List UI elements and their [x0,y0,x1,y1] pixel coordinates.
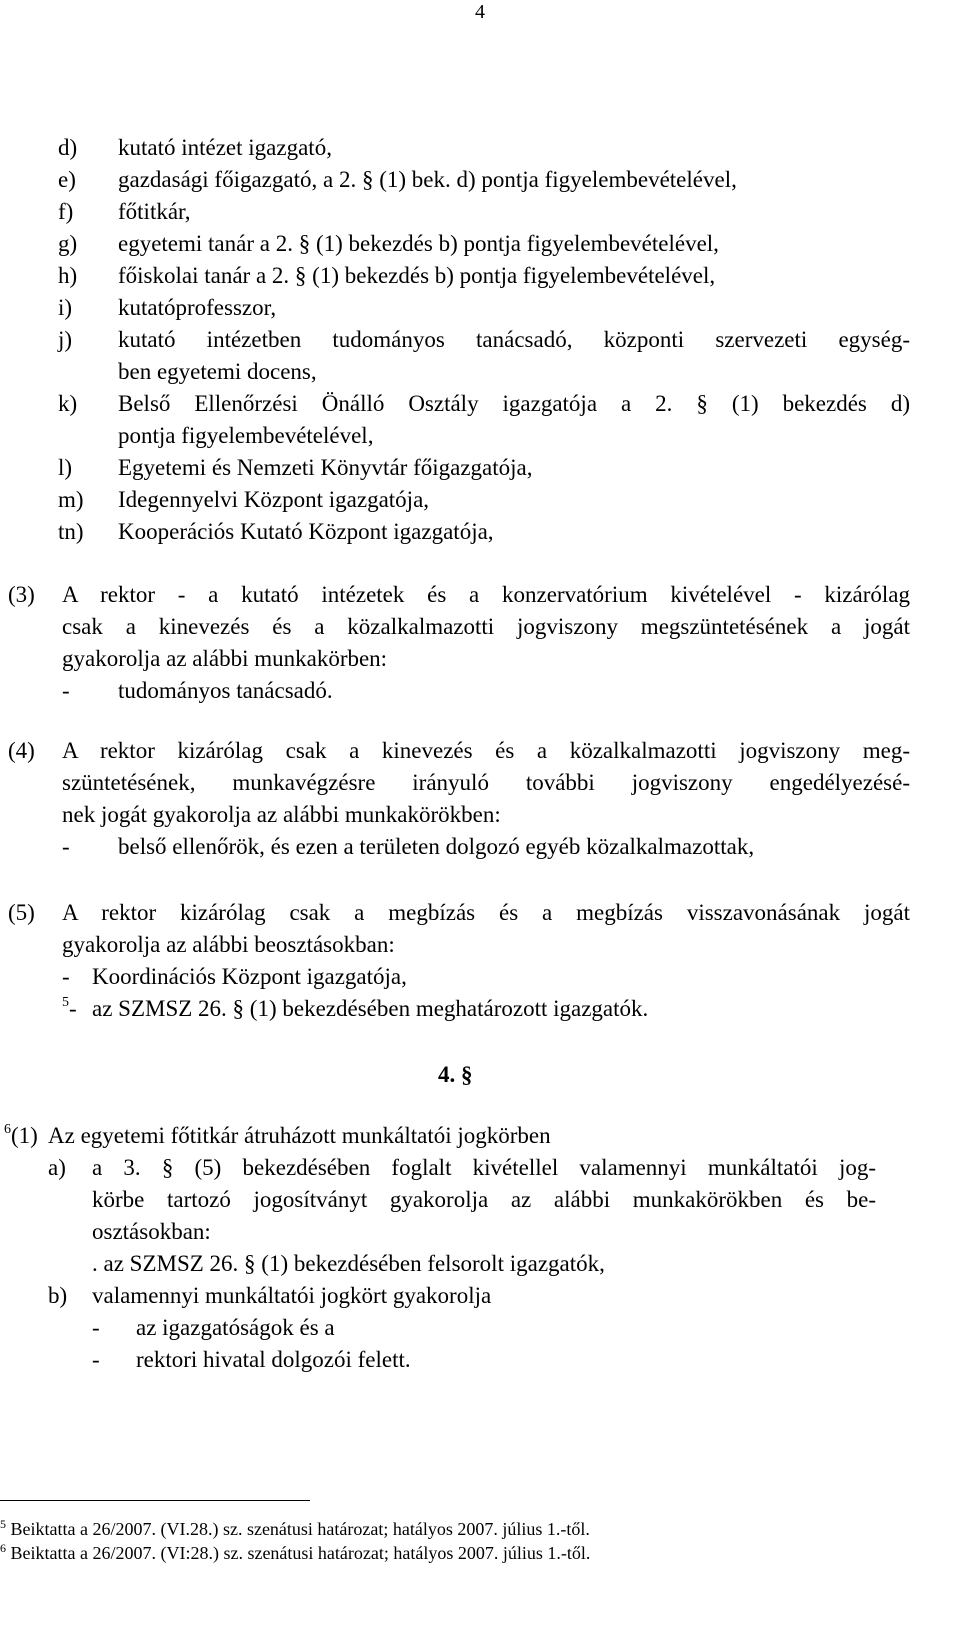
list-item: l) Egyetemi és Nemzeti Könyvtár főigazgatója, [58,455,533,480]
list-item: m) Idegennyelvi Központ igazgatója, [58,487,430,512]
footnote-6: $^6$ Beiktatta a 26/2007. (VI:28.) sz. szenátusi határozat; hatályos 2007. július 1.-től. [0,1541,591,1563]
list-item: a) a 3. § (5) bekezdésében foglalt kivétellel valamennyi munkáltatói jog- [48,1155,876,1180]
list-item: e) gazdasági főigazgató, a 2. § (1) bek. d) pontja figyelembevételével, [58,167,737,192]
list-item: tn) Kooperációs Kutató Központ igazgatója, [58,519,494,544]
list-item: - az igazgatóságok és a [92,1315,335,1340]
paragraph-5: (5) A rektor kizárólag csak a megbízás és a megbízás visszavonásának jogát gyakorolja az alábbi beosztásokban: - Koordinációs Központ igazgatója, $^5$- az SZMSZ 26. § (1) bekezdésében meghatározott igazgatók. [0,897,960,1025]
list-item: $^5$- az SZMSZ 26. § (1) bekezdésében meghatározott igazgatók. [62,995,649,1021]
list-item-continuation: ben egyetemi docens, [118,359,317,384]
list-item: - rektori hivatal dolgozói felett. [92,1347,411,1372]
list-item: - tudományos tanácsadó. [62,678,333,703]
list-item: i) kutatóprofesszor, [58,295,277,320]
footnote-divider [0,1500,310,1501]
footnote-ref-5: 5 [62,995,69,1010]
list-item: - belső ellenőrök, és ezen a területen dolgozó egyéb közalkalmazottak, [62,834,755,859]
list-positions [0,132,960,548]
list-item: - Koordinációs Központ igazgatója, [62,964,407,989]
list-item: j) kutató intézetben tudományos tanácsadó, központi szervezeti egység- [58,327,910,352]
footnote-ref-6: 6 [4,1122,11,1137]
paragraph-3: (3) A rektor - a kutató intézetek és a konzervatórium kivételével - kizárólag csak a kinevezés és a közalkalmazotti jogviszony megszüntetésének a jogát gyakorolja az alábbi munkakörben: - tudományos tanácsadó. [0,579,960,707]
section-4-paragraph-1: $^6$(1) Az egyetemi főtitkár átruházott munkáltatói jogkörben a) a 3. § (5) bekezdésében foglalt kivétellel valamennyi munkáltatói jog- körbe tartozó jogosítványt gyakorolja az alábbi munkakörökben és be- osztásokban: . az SZMSZ 26. § (1) bekezdésében felsorolt igazgatók, b) valamennyi munkáltatói jogkört gyakorolja - az igazgatóságok és a - rektori hivatal dolgozói felett. [0,1120,960,1376]
page-number: 4 [475,1,485,23]
list-item: f) főtitkár, [58,199,191,224]
section-heading: 4. § [438,1062,473,1087]
footnote-5: $^5$ Beiktatta a 26/2007. (VI.28.) sz. szenátusi határozat; hatályos 2007. július 1.-től. [0,1517,590,1539]
list-item: k) Belső Ellenőrzési Önálló Osztály igazgatója a 2. § (1) bekezdés d) [58,391,910,416]
paragraph-4: (4) A rektor kizárólag csak a kinevezés és a közalkalmazotti jogviszony meg- szüntetésének, munkavégzésre irányuló további jogviszony engedélyezésé- nek jogát gyakorolja az alábbi munkakörökben: - belső ellenőrök, és ezen a területen dolgozó egyéb közalkalmazottak, [0,735,960,863]
list-item: d) kutató intézet igazgató, [58,135,332,160]
list-item: b) valamennyi munkáltatói jogkört gyakorolja [48,1283,492,1308]
list-item-continuation: pontja figyelembevételével, [118,423,374,448]
list-item: h) főiskolai tanár a 2. § (1) bekezdés b) pontja figyelembevételével, [58,263,716,288]
list-item: g) egyetemi tanár a 2. § (1) bekezdés b) pontja figyelembevételével, [58,231,719,256]
